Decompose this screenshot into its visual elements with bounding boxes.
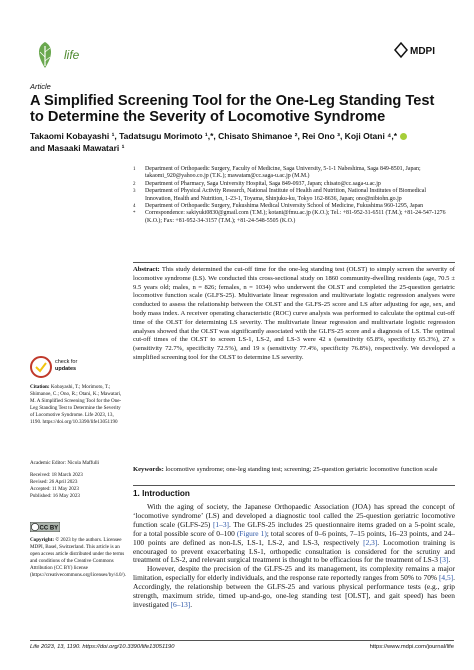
accepted-date: Accepted: 11 May 2023 <box>30 485 79 492</box>
keywords <box>133 466 455 475</box>
mdpi-logo-icon <box>393 40 443 60</box>
correspondence-text: Correspondence: sakiyuki0830@gmail.com (T.M.); kotani@fmu.ac.jp (K.O.); Tel.: +81-952-31-6511 (T.M.); +81-24-547-1276 (K.O.); Fax: +81-952-34-3157 (T.M.); +81-24-548-5505 (K.O.) <box>145 210 446 224</box>
published-date: Published: 16 May 2023 <box>30 492 80 499</box>
affiliation-mark: 3 <box>133 189 136 195</box>
check-updates-label: check for <box>55 359 78 365</box>
footer-journal-url[interactable]: https://www.mdpi.com/journal/life <box>369 644 454 650</box>
life-journal-logo-icon <box>30 40 60 70</box>
footer-divider <box>30 640 454 641</box>
affiliation-text: Department of Pharmacy, Saga University Hospital, Saga 849-0937, Japan; chisato@cc.saga-u.ac.jp <box>145 180 381 187</box>
abstract-label: Abstract: <box>133 266 160 273</box>
check-for-updates-button[interactable] <box>30 356 90 380</box>
text-run: . Locomotion training is encouraged to prevent exacerbating LS-1, orthopedic consultation is considered for the scrutiny and treatment of LS-2, and relevant surgical treatment is thought to be efficacious for the treatment of LS-3 <box>133 537 455 565</box>
correspondence-item <box>133 210 453 225</box>
publisher-name: MDPI <box>410 46 435 57</box>
affiliation-text: Department of Orthopaedic Surgery, Fukushima Medical University School of Medicine, Fukushima 960-1295, Japan <box>145 203 424 210</box>
received-date: Received: 18 March 2023 <box>30 471 83 478</box>
authors-line-2: and Masaaki Mawatari ¹ <box>30 143 125 153</box>
affiliation-text: Department of Physical Activity Research, National Institute of Health and Nutrition, National Institutes of Biomedical Innovation, Health and Nutrition, 1-23-1, Toyama, Shinjuku-ku, Tokyo 162-8636, Japan; ono@nibiohn.go.jp <box>145 188 427 202</box>
section-heading: 1. Introduction <box>133 489 190 498</box>
copyright-label: Copyright: <box>30 537 55 543</box>
article-type: Article <box>30 82 51 91</box>
citation-link[interactable]: [1–3] <box>212 519 229 529</box>
text-run: . The GLFS-25 includes 25 questionnaire items graded on a 5-point scale, for a total possible score of 0–100 <box>133 519 455 538</box>
affiliation-mark: 1 <box>133 167 136 172</box>
article-title: A Simplified Screening Tool for the One-Leg Standing Test to Determine the Severity of Locomotive Syndrome <box>30 93 435 125</box>
author-list <box>30 130 450 154</box>
abstract-text: This study determined the cut-off time for the one-leg standing test (OLST) to simply screen the severity of locomotive syndrome (LS). We conducted this cross-sectional study on 1860 community-dwelling residents (age, 70.5 ± 9.5 years old; males, n = 826; females, n = 1034) who underwent the OLST and completed the 25-question geriatric locomotive function scale (GLFS-25). Multivariate linear regression and multivariate logistic regression analyses were conducted to assess the relationship between the OLST and the GLFS-25 score and LS after adjusting for age, sex, and body mass index. A receiver operating characteristic (ROC) curve analysis was performed to calculate the optimal cut-off time of the OLST for determining LS severity. The multivariate linear regression and multivariate logistic regression analyses showed that the OLST was significantly associated with the GLFS-25 score and a diagnosis of LS. The optimal cut-off times of the OLST to screen LS-1, LS-2, and LS-3 were 42 s (sensitivity 65.8%, specificity 65.3%), 27 s (sensitivity 72.7%, specificity 72.5%), and 19 s (sensitivity 77.4%, specificity 76.8%), respectively. We developed a simplified screening tool for the OLST to determine LS severity. <box>133 266 456 361</box>
affiliation-item <box>133 188 453 203</box>
journal-name: life <box>64 48 80 62</box>
affiliations <box>133 166 453 225</box>
citation-link[interactable]: [6–13] <box>170 599 191 609</box>
text-run: However, despite the precision of the GLFS-25 and its management, its complexity remains a major limitation, especially for elderly individuals, and the response rate reportedly ranges from 50% to 70% <box>133 564 455 583</box>
cc-by-license-icon[interactable] <box>30 522 60 532</box>
affiliation-item <box>133 166 453 181</box>
paragraph <box>133 565 455 610</box>
paragraph <box>133 503 455 565</box>
introduction-body <box>133 503 455 610</box>
cc-badge-text: CC BY <box>39 525 59 532</box>
citation-link[interactable]: [2,3] <box>363 537 378 547</box>
citation-link[interactable]: [3] <box>439 555 449 565</box>
affiliation-text: Department of Orthopaedic Surgery, Faculty of Medicine, Saga University, 5-1-1 Nabeshima, Saga 849-8501, Japan; takaomi_920@yahoo.co.jp (T.K.); mawatam@cc.saga-u.ac.jp (M.M.) <box>145 166 421 180</box>
citation-text: Kobayashi, T.; Morimoto, T.; Shimanoe, C.; Ono, R.; Otani, K.; Mawatari, M. A Simplified Screening Tool for the One-Leg Standing Test to Determine the Severity of Locomotive Syndrome. Life 2023, 13, 1190. https://doi.org/10.3390/life13051190 <box>30 384 122 425</box>
academic-editor: Academic Editor: Nicola Maffulli <box>30 460 100 466</box>
abstract <box>133 266 455 363</box>
figure-link[interactable]: (Figure 1) <box>236 528 267 538</box>
check-updates-label-bold: updates <box>55 366 77 372</box>
divider <box>133 262 455 263</box>
check-updates-icon <box>30 356 52 378</box>
revised-date: Revised: 26 April 2023 <box>30 478 78 485</box>
text-run: ; total scores of 0–6 points, 7–15 points, 16–23 points, and 24–100 points are defined as non-LS, LS-1, LS-2, and LS-3, respectively <box>133 528 455 547</box>
citation-link[interactable]: [4,5] <box>438 573 454 583</box>
text-run: . Accordingly, the relationship between the GLFS-25 and various physical performance tests (e.g., grip strength, maximum stride, timed up-and-go, one-leg standing test [OLST], and gait speed) has been investigated <box>133 573 455 609</box>
affiliation-mark: 4 <box>133 204 136 210</box>
affiliation-mark: * <box>133 211 136 217</box>
authors-line-1: Takaomi Kobayashi ¹, Tadatsugu Morimoto ¹,*, Chisato Shimanoe ², Rei Ono ³, Koji Otani ⁴,* <box>30 131 398 141</box>
text-run: . <box>448 555 451 565</box>
footer-doi[interactable]: Life 2023, 13, 1190. https://doi.org/10.3390/life13051190 <box>30 644 175 650</box>
affiliation-mark: 2 <box>133 181 136 187</box>
citation-block <box>30 384 125 425</box>
orcid-icon[interactable] <box>400 133 407 140</box>
copyright-text: © 2023 by the authors. Licensee MDPI, Basel, Switzerland. This article is an open access article distributed under the terms and conditions of the Creative Commons Attribution (CC BY) license (https://creativecommons.org/licenses/by/4.0/). <box>30 537 126 578</box>
keywords-text: locomotive syndrome; one-leg standing test; screening; 25-question geriatric locomotive function scale <box>165 466 438 473</box>
text-run: . <box>190 599 193 609</box>
divider <box>133 485 455 486</box>
citation-label: Citation: <box>30 384 50 390</box>
article-dates <box>30 460 125 500</box>
text-run: With the aging of society, the Japanese Orthopaedic Association (JOA) has spread the concept of ‘locomotive syndrome’ (LS) and developed a diagnostic tool called the 25-question geriatric locomotive function scale (GLFS-25) <box>133 502 455 529</box>
copyright-block <box>30 537 125 578</box>
keywords-label: Keywords: <box>133 466 164 473</box>
